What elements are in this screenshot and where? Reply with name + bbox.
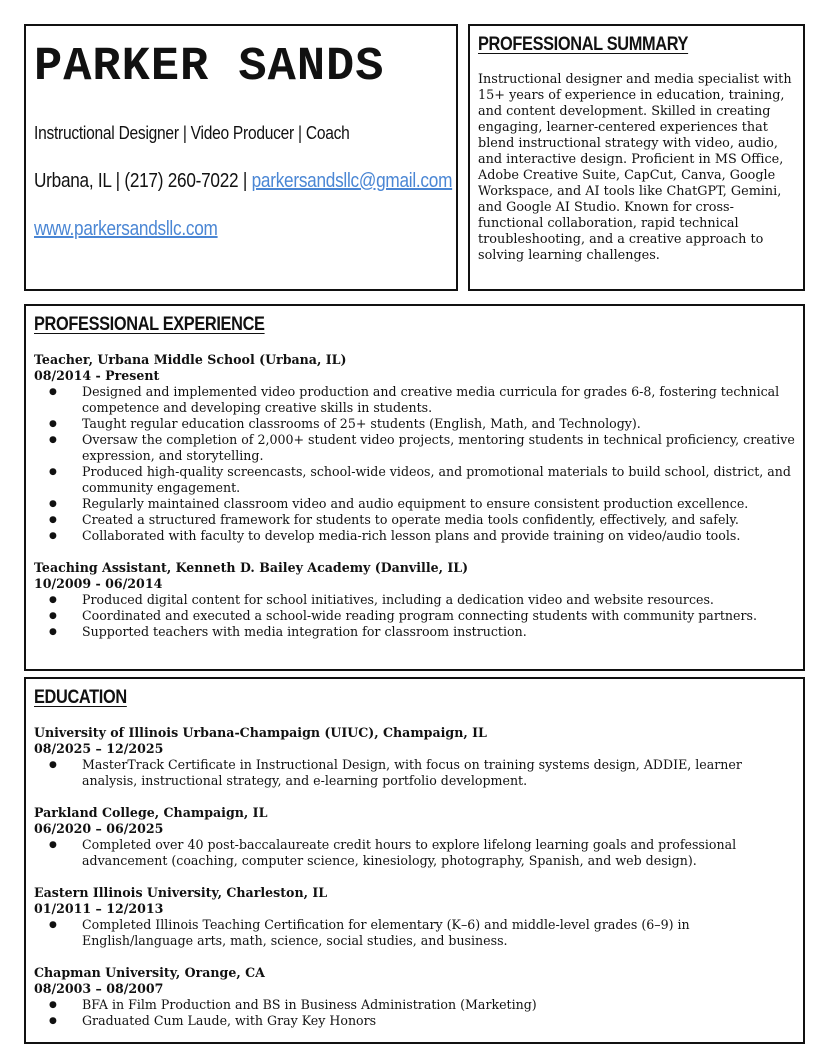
bullet-item: ● Completed Illinois Teaching Certification for elementary (K–6) and middle-level grades (6–9) in English/language arts, math, science, social studies, and business. bbox=[34, 917, 795, 949]
school-dates: 06/2020 – 06/2025 bbox=[34, 821, 164, 836]
job-dates: 10/2009 - 06/2014 bbox=[34, 576, 163, 591]
job-bullets bbox=[34, 384, 795, 544]
bullet-item: ● Collaborated with faculty to develop media-rich lesson plans and provide training on video/audio tools. bbox=[34, 528, 795, 544]
candidate-name: PARKER SANDS bbox=[34, 41, 385, 94]
school-dates: 01/2011 – 12/2013 bbox=[34, 901, 164, 916]
education-box bbox=[24, 677, 805, 1044]
school-dates: 08/2025 – 12/2025 bbox=[34, 741, 164, 756]
candidate-titles: Instructional Designer | Video Producer | Coach bbox=[34, 122, 350, 143]
education-entry bbox=[34, 725, 795, 789]
school-bullets bbox=[34, 917, 795, 949]
website-link[interactable]: www.parkersandsllc.com bbox=[34, 218, 218, 240]
bullet-item: ● Supported teachers with media integration for classroom instruction. bbox=[34, 624, 795, 640]
contact-line bbox=[34, 170, 452, 193]
education-entry bbox=[34, 805, 795, 869]
bullet-item: ● Oversaw the completion of 2,000+ student video projects, mentoring students in technical proficiency, creative expression, and storytelling. bbox=[34, 432, 795, 464]
bullet-item: ● Coordinated and executed a school-wide reading program connecting students with community partners. bbox=[34, 608, 795, 624]
website-line bbox=[34, 218, 218, 241]
summary-text: Instructional designer and media specialist with 15+ years of experience in education, training, and content development. Skilled in creating engaging, learner-centered experiences that blend instructional strategy with video, audio, and interactive design. Proficient in MS Office, Adobe Creative Suite, CapCut, Canva, Google Workspace, and AI tools like ChatGPT, Gemini, and Google AI Studio. Known for cross-functional collaboration, rapid technical troubleshooting, and a creative approach to solving learning challenges. bbox=[478, 72, 792, 263]
bullet-item: ● Created a structured framework for students to operate media tools confidently, effectively, and safely. bbox=[34, 512, 795, 528]
bullet-item: ● Taught regular education classrooms of 25+ students (English, Math, and Technology). bbox=[34, 416, 795, 432]
school-name: Parkland College, Champaign, IL bbox=[34, 805, 268, 820]
school-name: Eastern Illinois University, Charleston, IL bbox=[34, 885, 328, 900]
experience-heading: PROFESSIONAL EXPERIENCE bbox=[34, 314, 265, 335]
job-title: Teaching Assistant, Kenneth D. Bailey Academy (Danville, IL) bbox=[34, 560, 469, 575]
bullet-item: ● Produced high-quality screencasts, school-wide videos, and promotional materials to build school, district, and community engagement. bbox=[34, 464, 795, 496]
job-bullets bbox=[34, 592, 795, 640]
school-name: University of Illinois Urbana-Champaign (UIUC), Champaign, IL bbox=[34, 725, 487, 740]
contact-location-phone: Urbana, IL | (217) 260-7022 | bbox=[34, 170, 252, 192]
experience-box bbox=[24, 304, 805, 671]
school-bullets bbox=[34, 757, 795, 789]
education-entry bbox=[34, 965, 795, 1029]
school-name: Chapman University, Orange, CA bbox=[34, 965, 265, 980]
email-link[interactable]: parkersandsllc@gmail.com bbox=[251, 170, 453, 192]
summary-heading: PROFESSIONAL SUMMARY bbox=[478, 34, 689, 55]
job-entry bbox=[34, 352, 795, 544]
header-box bbox=[24, 24, 458, 291]
bullet-item: ● Designed and implemented video production and creative media curricula for grades 6-8, fostering technical competence and developing creative skills in students. bbox=[34, 384, 795, 416]
job-dates: 08/2014 - Present bbox=[34, 368, 160, 383]
bullet-item: ● MasterTrack Certificate in Instructional Design, with focus on training systems design, ADDIE, learner analysis, instructional strategy, and e-learning portfolio development. bbox=[34, 757, 795, 789]
bullet-item: ● Completed over 40 post-baccalaureate credit hours to explore lifelong learning goals and professional advancement (coaching, computer science, kinesiology, photography, Spanish, and web design). bbox=[34, 837, 795, 869]
summary-box bbox=[468, 24, 805, 291]
job-entry bbox=[34, 560, 795, 640]
school-dates: 08/2003 – 08/2007 bbox=[34, 981, 164, 996]
school-bullets bbox=[34, 837, 795, 869]
bullet-item: ● Regularly maintained classroom video and audio equipment to ensure consistent production excellence. bbox=[34, 496, 795, 512]
bullet-item: ● Graduated Cum Laude, with Gray Key Honors bbox=[34, 1013, 795, 1029]
job-title: Teacher, Urbana Middle School (Urbana, IL) bbox=[34, 352, 347, 367]
school-bullets bbox=[34, 997, 795, 1029]
bullet-item: ● BFA in Film Production and BS in Business Administration (Marketing) bbox=[34, 997, 795, 1013]
education-heading: EDUCATION bbox=[34, 687, 127, 708]
bullet-item: ● Produced digital content for school initiatives, including a dedication video and website resources. bbox=[34, 592, 795, 608]
education-entry bbox=[34, 885, 795, 949]
